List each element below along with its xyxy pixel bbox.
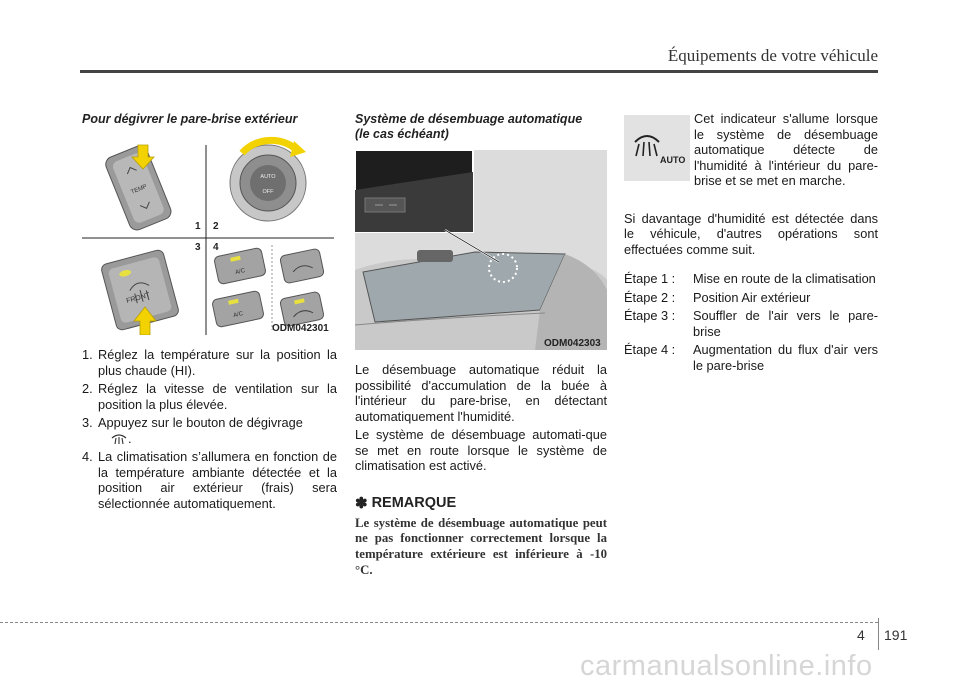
figure-label-3: 3 <box>195 242 201 253</box>
svg-text:FRONT: FRONT <box>125 291 151 305</box>
figure-label-4: 4 <box>213 242 219 253</box>
list-item: 4. La climatisation s’allumera en fonction de la température ambiante détectée et la position air extérieur (frais) sera sélectionnée automatiquement. <box>82 449 337 511</box>
column-defrost <box>82 112 337 514</box>
figure-label-2: 2 <box>213 221 219 232</box>
svg-text:OFF: OFF <box>262 189 274 195</box>
svg-text:A/C: A/C <box>234 268 246 277</box>
list-item: 1. Réglez la température sur la position la plus chaude (HI). <box>82 347 337 378</box>
auto-icon-label: AUTO <box>660 155 685 165</box>
figure-windshield-sensor <box>355 150 607 350</box>
page-number: 191 <box>884 627 908 643</box>
footer-divider <box>878 618 879 650</box>
note-body: Le système de désembuage automatique peut ne pas fonctionner correctement lorsque la température extérieure est inférieure à -10 °C. <box>355 515 607 577</box>
watermark-link[interactable]: carmanualsonline.info <box>580 650 873 682</box>
figure-label-1: 1 <box>195 221 201 232</box>
svg-text:A/C: A/C <box>232 311 244 320</box>
svg-text:TEMP: TEMP <box>130 183 148 196</box>
operation-steps <box>624 271 878 373</box>
footer-rule <box>0 622 878 623</box>
windshield-illustration <box>355 150 607 350</box>
indicator-row <box>624 113 878 189</box>
climate-controls-illustration <box>82 135 334 335</box>
list-item: Étape 1 : Mise en route de la climatisation <box>624 271 876 286</box>
figure-climate-controls <box>82 135 334 335</box>
column-indicator <box>624 0 878 376</box>
section-heading-auto-defog: Système de désembuage automatique (le cas échéant) <box>355 112 583 141</box>
list-item: Étape 4 : Augmentation du flux d'air vers le pare-brise <box>624 342 878 373</box>
list-item: Étape 2 : Position Air extérieur <box>624 289 811 305</box>
section-heading-defrost: Pour dégivrer le pare-brise extérieur <box>82 112 298 126</box>
indicator-description: Cet indicateur s'allume lorsque le système de désembuage automatique détecte de l'humidité à l'intérieur du pare-brise et se met en marche. <box>694 111 878 188</box>
paragraph: Le système de désembuage automati-que se met en route lorsque le système de climatisation est activé. <box>355 427 607 473</box>
defrost-icon <box>110 433 128 445</box>
list-item: Étape 3 : Souffler de l'air vers le pare-brise <box>624 308 878 339</box>
paragraph: Si davantage d'humidité est détectée dans le véhicule, d'autres opérations sont effectuées comme suit. <box>624 210 878 257</box>
list-item: 3. Appuyez sur le bouton de dégivrage . <box>82 415 303 446</box>
paragraph: Le désembuage automatique réduit la possibilité d'accumulation de la buée à l'intérieur du pare-brise, en détectant automatiquement l'humidité. <box>355 362 607 424</box>
note-star-icon: ✽ <box>355 494 368 512</box>
chapter-number: 4 <box>857 627 865 643</box>
defrost-steps <box>82 347 337 511</box>
auto-defog-icon <box>629 128 685 168</box>
list-item: 2. Réglez la vitesse de ventilation sur la position la plus élevée. <box>82 381 337 412</box>
page-header-title: Équipements de votre véhicule <box>667 46 878 65</box>
svg-text:AUTO: AUTO <box>260 174 276 180</box>
column-auto-defog <box>355 112 607 579</box>
auto-defog-indicator <box>624 115 690 181</box>
note-title: ✽ REMARQUE <box>355 494 457 512</box>
figure-code: ODM042303 <box>544 338 601 349</box>
figure-code: ODM042301 <box>272 323 329 334</box>
